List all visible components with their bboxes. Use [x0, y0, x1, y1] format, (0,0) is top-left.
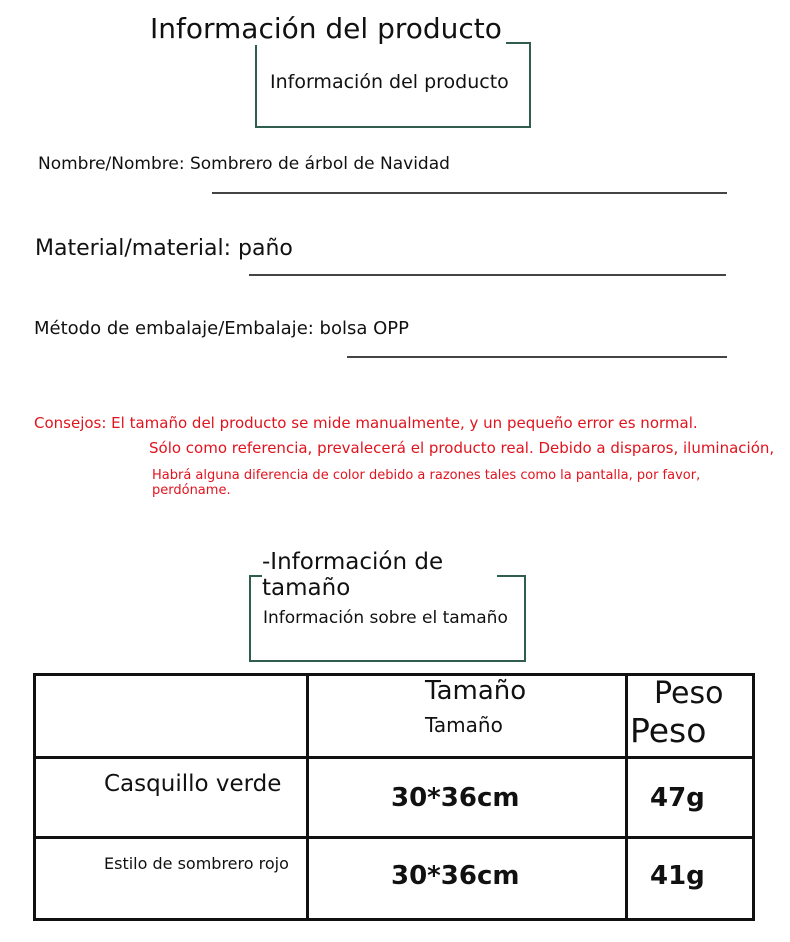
size-section-subtitle: Información sobre el tamaño: [263, 608, 508, 628]
header-weight-label: Peso: [654, 676, 724, 711]
tips-note-line1: Consejos: El tamaño del producto se mide manualmente, y un pequeño error es normal.: [34, 414, 698, 432]
divider: [249, 274, 726, 276]
divider: [212, 192, 727, 194]
size-section-title: -Información de tamaño: [262, 549, 497, 601]
tips-note-line2: Sólo como referencia, prevalecerá el producto real. Debido a disparos, iluminación,: [149, 439, 775, 457]
row-weight: 47g: [650, 783, 705, 813]
divider: [347, 356, 727, 358]
row-size: 30*36cm: [391, 783, 520, 813]
size-table: [33, 673, 755, 921]
header-size-label-secondary: Tamaño: [425, 713, 503, 737]
packing-method: Método de embalaje/Embalaje: bolsa OPP: [34, 318, 409, 339]
table-divider: [306, 676, 309, 918]
row-name: Estilo de sombrero rojo: [104, 854, 289, 873]
page-title: Información del producto: [150, 12, 506, 45]
tips-note-line3: Habrá alguna diferencia de color debido a razones tales como la pantalla, por favor, perdóname.: [152, 468, 701, 498]
product-material: Material/material: paño: [35, 236, 293, 261]
table-divider: [36, 836, 752, 839]
table-divider: [36, 756, 752, 759]
header-weight-label-secondary: Peso: [630, 711, 707, 750]
row-size: 30*36cm: [391, 861, 520, 891]
header-size-label: Tamaño: [425, 676, 527, 706]
product-info-subtitle: Información del producto: [270, 71, 509, 93]
row-weight: 41g: [650, 861, 705, 891]
product-name: Nombre/Nombre: Sombrero de árbol de Navidad: [38, 154, 450, 174]
table-divider: [625, 676, 628, 918]
row-name: Casquillo verde: [104, 771, 282, 797]
